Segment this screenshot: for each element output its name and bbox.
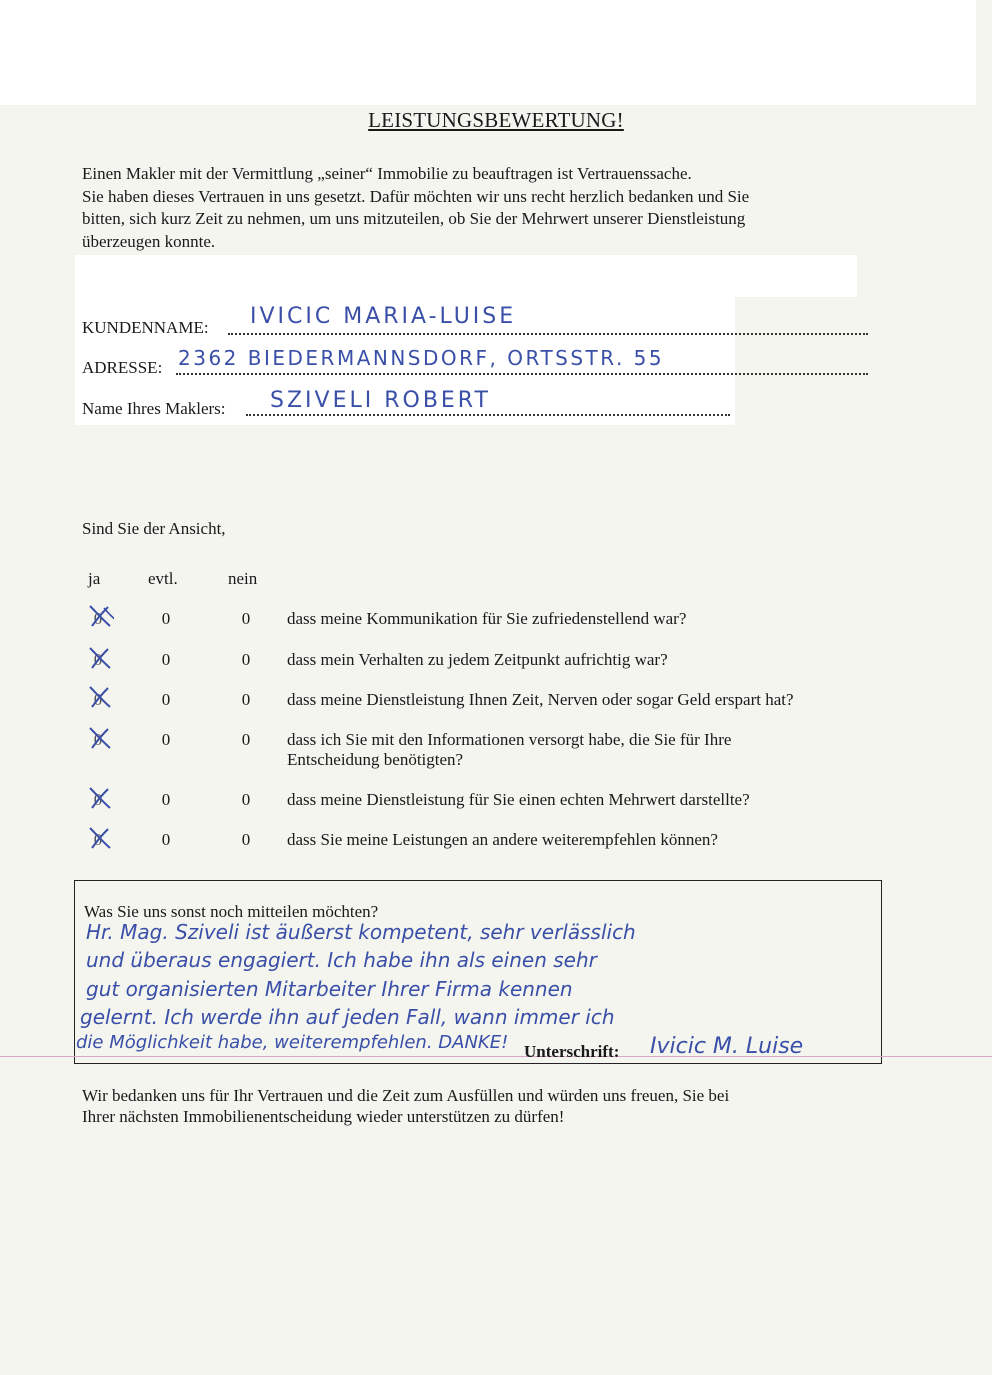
signature: Ivicic M. Luise (650, 1034, 804, 1059)
intro-text (82, 163, 882, 253)
intro-line: Einen Makler mit der Vermittlung „seiner“ Immobilie zu beauftragen ist Vertrauenssache. (82, 164, 692, 183)
intro-line: Sie haben dieses Vertrauen in uns gesetzt. Dafür möchten wir uns recht herzlich bedanken und Sie (82, 186, 750, 206)
scan-white-area-mid (75, 255, 857, 297)
customer-name-line (228, 333, 868, 335)
no-option[interactable]: 0 (241, 790, 251, 809)
column-header-maybe: evtl. (148, 569, 178, 588)
note-line: gelernt. Ich werde ihn auf jeden Fall, wann immer ich (80, 1005, 615, 1029)
yes-option[interactable]: 0 (93, 690, 103, 709)
agent-name-label: Name Ihres Maklers: (82, 399, 226, 418)
closing-line: Ihrer nächsten Immobilienentscheidung wieder unterstützen zu dürfen! (82, 1107, 565, 1126)
agent-name-value: SZIVELI ROBERT (270, 388, 491, 413)
closing-line: Wir bedanken uns für Ihr Vertrauen und die Zeit zum Ausfüllen und würden uns freuen, Sie bei (82, 1086, 730, 1105)
question-text: dass meine Dienstleistung für Sie einen echten Mehrwert darstellte? (287, 790, 750, 809)
checkmark-x-icon (86, 825, 114, 851)
question-text: dass ich Sie mit den Informationen versorgt habe, die Sie für Ihre (287, 730, 732, 749)
note-line: gut organisierten Mitarbeiter Ihrer Firma kennen (86, 977, 573, 1001)
note-line: und überaus engagiert. Ich habe ihn als einen sehr (86, 948, 597, 972)
address-line (176, 373, 868, 375)
agent-name-line (246, 414, 730, 416)
intro-line: überzeugen konnte. (82, 231, 216, 251)
yes-option[interactable]: 0 (93, 830, 103, 849)
checkmark-x-icon (86, 645, 114, 671)
question-text: dass meine Kommunikation für Sie zufriedenstellend war? (287, 609, 687, 628)
note-line: die Möglichkeit habe, weiterempfehlen. DANKE! (76, 1032, 509, 1053)
intro-line: bitten, sich kurz Zeit zu nehmen, um uns mitzuteilen, ob Sie der Mehrwert unserer Dienstleistung (82, 209, 746, 228)
maybe-option[interactable]: 0 (161, 609, 171, 628)
column-header-yes: ja (88, 569, 101, 588)
question-text: dass meine Dienstleistung Ihnen Zeit, Nerven oder sogar Geld erspart hat? (287, 690, 794, 709)
maybe-option[interactable]: 0 (161, 830, 171, 849)
address-value: 2362 BIEDERMANNSDORF, ORTSSTR. 55 (178, 346, 665, 370)
yes-option[interactable]: 0 (93, 790, 103, 809)
note-line: Hr. Mag. Sziveli ist äußerst kompetent, sehr verlässlich (86, 920, 636, 944)
no-option[interactable]: 0 (241, 650, 251, 669)
yes-option[interactable]: 0 (93, 730, 103, 749)
no-option[interactable]: 0 (241, 690, 251, 709)
question-text: dass mein Verhalten zu jedem Zeitpunkt aufrichtig war? (287, 650, 668, 669)
checkmark-x-icon (86, 785, 114, 811)
closing-text (82, 1085, 882, 1127)
customer-name-value: IVICIC MARIA-LUISE (250, 304, 517, 329)
yes-option[interactable]: 0 (93, 609, 103, 628)
maybe-option[interactable]: 0 (161, 730, 171, 749)
customer-name-label: KUNDENNAME: (82, 318, 209, 337)
maybe-option[interactable]: 0 (161, 790, 171, 809)
no-option[interactable]: 0 (241, 609, 251, 628)
question-text-continued: Entscheidung benötigten? (287, 750, 464, 769)
address-label: ADRESSE: (82, 358, 163, 377)
no-option[interactable]: 0 (241, 830, 251, 849)
question-text: dass Sie meine Leistungen an andere weiterempfehlen können? (287, 830, 718, 849)
yes-option[interactable]: 0 (93, 650, 103, 669)
scan-white-area-top (0, 0, 976, 105)
maybe-option[interactable]: 0 (161, 690, 171, 709)
scan-artifact-line (0, 1056, 992, 1057)
signature-label: Unterschrift: (524, 1042, 620, 1061)
column-header-no: nein (228, 569, 258, 588)
checkmark-x-icon (86, 684, 114, 710)
no-option[interactable]: 0 (241, 730, 251, 749)
checkmark-x-icon (86, 603, 114, 629)
page-title: LEISTUNGSBEWERTUNG! (368, 108, 624, 132)
survey-intro: Sind Sie der Ansicht, (82, 519, 226, 538)
checkmark-x-icon (86, 725, 114, 751)
maybe-option[interactable]: 0 (161, 650, 171, 669)
notes-label: Was Sie uns sonst noch mitteilen möchten? (84, 902, 379, 921)
